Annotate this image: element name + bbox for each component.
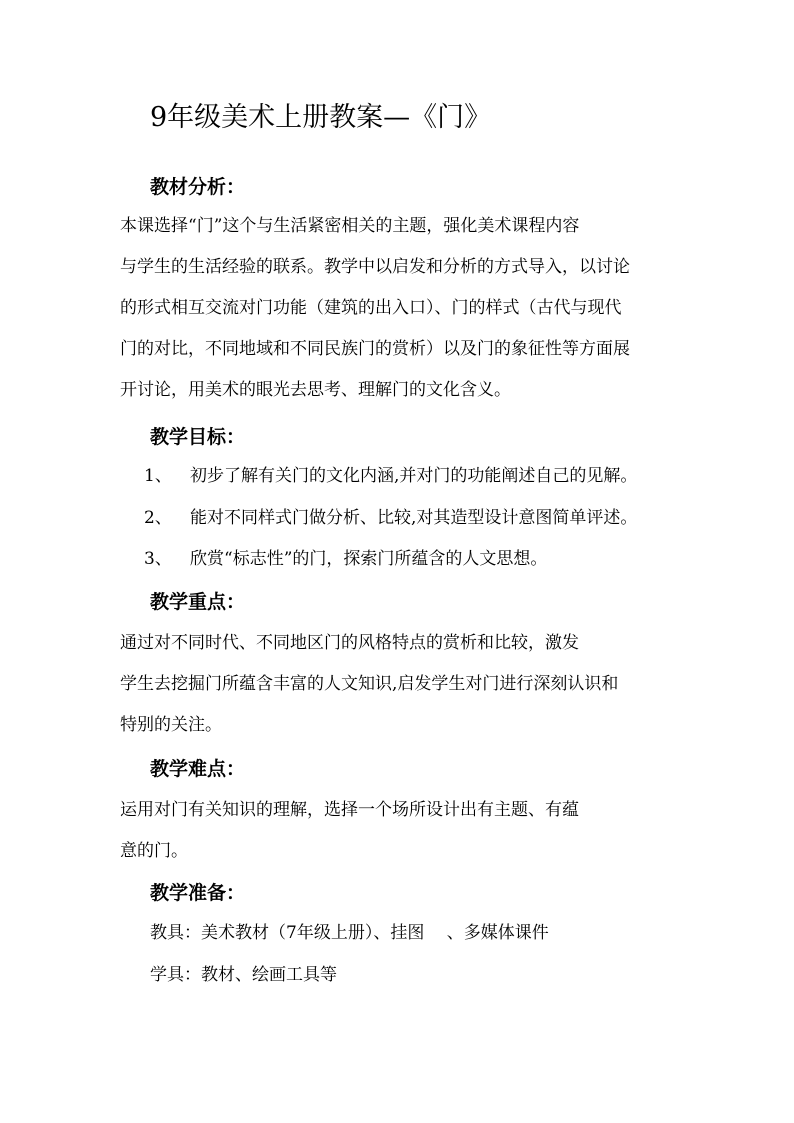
page-title: 9年级美术上册教案—《门》 [150,102,492,133]
section-heading-analysis: 教材分析： [150,176,246,198]
student-tools-line: 学具：教材、绘画工具等 [150,965,337,985]
section-heading-preparation: 教学准备： [150,882,246,904]
objective-item [144,461,637,491]
list-text: 欣赏“标志性”的门，探索门所蕴含的人文思想。 [190,549,548,569]
paragraph-line: 本课选择“门”这个与生活紧密相关的主题，强化美术课程内容 [120,216,580,236]
section-heading-objectives: 教学目标： [150,426,246,448]
paragraph-line: 的形式相互交流对门功能（建筑的出入口）、门的样式（古代与现代 [120,298,622,318]
list-text: 初步了解有关门的文化内涵,并对门的功能阐述自己的见解。 [190,466,638,486]
difficulties-paragraph [120,790,680,872]
paragraph-line: 运用对门有关知识的理解，选择一个场所设计出有主题、有蕴 [120,800,579,820]
paragraph-line: 与学生的生活经验的联系。教学中以启发和分析的方式导入，以讨论 [120,257,630,277]
section-heading-difficulties: 教学难点： [150,758,246,780]
section-heading-key-points: 教学重点： [150,591,246,613]
list-text: 能对不同样式门做分析、比较,对其造型设计意图简单评述。 [190,508,638,528]
list-number: 3、 [144,549,172,569]
teacher-tools-line: 教具：美术教材（7年级上册）、挂图 、多媒体课件 [150,923,549,943]
analysis-paragraph [120,206,680,411]
paragraph-line: 门的对比，不同地域和不同民族门的赏析）以及门的象征性等方面展 [120,339,630,359]
paragraph-line: 学生去挖掘门所蕴含丰富的人文知识,启发学生对门进行深刻认识和 [120,674,619,694]
objective-item [144,503,637,533]
list-number: 1、 [144,466,172,486]
objective-item [144,544,547,574]
paragraph-line: 通过对不同时代、不同地区门的风格特点的赏析和比较，激发 [120,633,579,653]
paragraph-line: 意的门。 [120,841,188,861]
paragraph-line: 开讨论，用美术的眼光去思考、理解门的文化含义。 [120,380,511,400]
list-number: 2、 [144,508,172,528]
key-points-paragraph [120,623,680,746]
paragraph-line: 特别的关注。 [120,715,222,735]
